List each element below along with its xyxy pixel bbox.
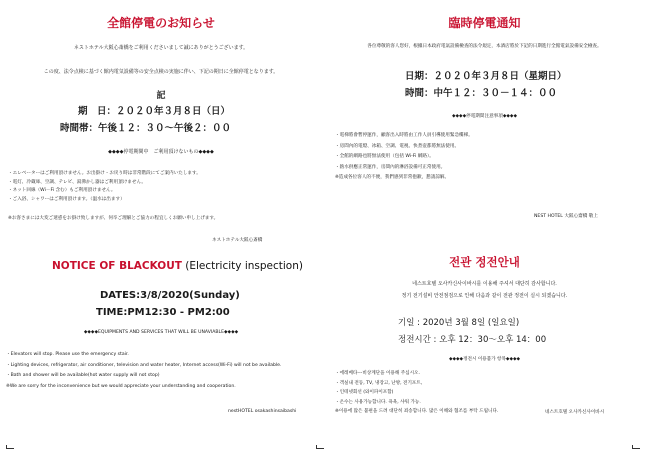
jp-unavailable-list bbox=[8, 171, 201, 202]
corner-mark bbox=[6, 445, 14, 449]
ko-date: 기일 : 2020년 3월 8일 (일요일) bbox=[398, 318, 520, 328]
list-item: ・객실내 전등, TV, 냉장고, 난방, 전기포트, bbox=[335, 380, 423, 386]
ko-body: 정기 전기설비 안전점검으로 인해 다음과 같이 전관 정전이 실시 되겠습니다. bbox=[401, 293, 568, 299]
list-item: ・熱水供應正常運作，房間內的淋浴設備可正常使用。 bbox=[335, 164, 446, 170]
jp-section-heading: ◆◆◆◆停電期間中 ご利用頂けないもの◆◆◆◆ bbox=[108, 149, 214, 155]
zh-title: 臨時停電通知 bbox=[448, 16, 521, 30]
en-dates: DATES:3/8/2020(Sunday) bbox=[100, 290, 240, 301]
list-item: ※이용에 많은 불편을 드려 대단히 죄송합니다. 많은 이해와 협조를 부탁 드립니다. bbox=[335, 409, 499, 415]
en-section-heading: ◆◆◆◆EQUIPMENTS AND SERVICES THAT WILL BE UNAVIABLE◆◆◆◆ bbox=[83, 330, 239, 335]
zh-section-heading: ◆◆◆◆停電期間注意事項◆◆◆◆ bbox=[451, 114, 517, 119]
list-item: ・Elevators will stop. Please use the emergency stair. bbox=[6, 352, 129, 357]
jp-apology: ※お客さまには大変ご迷惑をお掛け致しますが、何卒ご理解とご協力の程宜しくお願い申し上げます。 bbox=[8, 216, 219, 221]
zh-time: 時間：中午１２：３０－１４：００ bbox=[405, 88, 558, 99]
list-item: ・Bath and shower will be available(hot water supply will not stop) bbox=[6, 373, 160, 379]
list-item: ・全館的網路也將無法使用（包括 Wi-Fi 網路）。 bbox=[335, 154, 434, 160]
jp-time: 時間帯：午後１２：３０～午後２：００ bbox=[60, 123, 232, 134]
en-unavailable-list bbox=[6, 352, 281, 389]
list-item: ・ご入浴、シャワーはご利用頂けます。（温水は出ます） bbox=[8, 196, 125, 202]
corner-mark bbox=[632, 445, 640, 449]
list-item: ・電灯、冷蔵庫、空調、テレビ、湯沸かし器はご利用頂けません。 bbox=[8, 179, 146, 185]
list-item: ・電梯將會暫停運作，顧客出入時將由工作人員引導使用緊急樓梯。 bbox=[335, 133, 473, 138]
list-item: ・인테넷회선 (와이파이포함) bbox=[335, 390, 394, 396]
zh-unavailable-list bbox=[335, 133, 473, 181]
en-signature: nestHOTEL osakashinsaibashi bbox=[228, 409, 297, 414]
jp-body: この度、法令点検に基づく館内電気設備等の安全点検の実施に伴い、下記の期日に全館停電となります。 bbox=[43, 69, 279, 75]
en-subtitle: (Electricity inspection) bbox=[185, 260, 303, 272]
corner-mark bbox=[316, 445, 324, 449]
jp-title: 全館停電のお知らせ bbox=[107, 16, 215, 30]
list-item: ・房間內的電燈、冰箱、空調、電視、快煮壺都將無法使用。 bbox=[335, 143, 460, 149]
ko-intro: 네스트호텔 오사카신사이바시를 이용해 주셔서 대단히 감사합니다. bbox=[412, 281, 557, 287]
list-item: ・에레베타---비상계단을 이용해 주십시오. bbox=[335, 371, 420, 376]
ko-time: 정전시간 : 오후 12：30～오후 14：00 bbox=[398, 335, 547, 345]
left-column bbox=[0, 0, 322, 457]
zh-intro: 各位尊敬的客人您好，根據日本政府電氣設備檢查的法令規定，本酒店將於下記的日期進行全館電氣設備安全檢查。 bbox=[367, 44, 602, 49]
list-item: ・Lighting devices, refrigerator, air conditioner, television and water heater, Internet access(Wi-Fi) will not be available. bbox=[6, 362, 282, 368]
zh-date: 日期：２０２０年３月８日（星期日） bbox=[405, 71, 567, 82]
right-column bbox=[322, 0, 647, 457]
ko-section-heading: ◆◆◆◆정전시 이용불가 항목◆◆◆◆ bbox=[448, 357, 521, 362]
ko-unavailable-list bbox=[335, 371, 498, 415]
ko-signature: 네스트호텔 오사카신사이바시 bbox=[545, 410, 605, 415]
jp-heading: 記 bbox=[156, 91, 166, 101]
list-item: ※We are sorry for the inconvenience but we would appreciate your understanding and cooperation. bbox=[6, 383, 236, 389]
list-item: ・온수는 사용가능합니다. 욕욕, 샤워 가능. bbox=[335, 399, 421, 405]
list-item: ・ネット回線（Wi－Fi 含む）もご利用頂けません。 bbox=[8, 188, 116, 194]
list-item: ※造成各位客人的不便，我們感到非常抱歉，懇請諒解。 bbox=[335, 175, 450, 181]
list-item: ・エレベーターはご利用頂けません。お出掛け・お戻り時は非常階段にてご案内いたします。 bbox=[8, 171, 201, 176]
en-title: NOTICE OF BLACKOUT bbox=[52, 260, 182, 272]
jp-intro: ネストホテル大阪心斎橋をご利用くださいまして誠にありがとうございます。 bbox=[73, 45, 249, 51]
jp-signature: ネストホテル大阪心斎橋 bbox=[212, 238, 263, 243]
en-time: TIME:PM12:30 - PM2:00 bbox=[96, 307, 230, 318]
jp-date: 期 日：２０２０年３月８日（日） bbox=[78, 106, 231, 117]
zh-signature: NEST HOTEL 大阪心齋橋 敬上 bbox=[534, 214, 598, 219]
en-title-line bbox=[52, 260, 303, 272]
ko-title: 전관 정전안내 bbox=[449, 255, 520, 269]
